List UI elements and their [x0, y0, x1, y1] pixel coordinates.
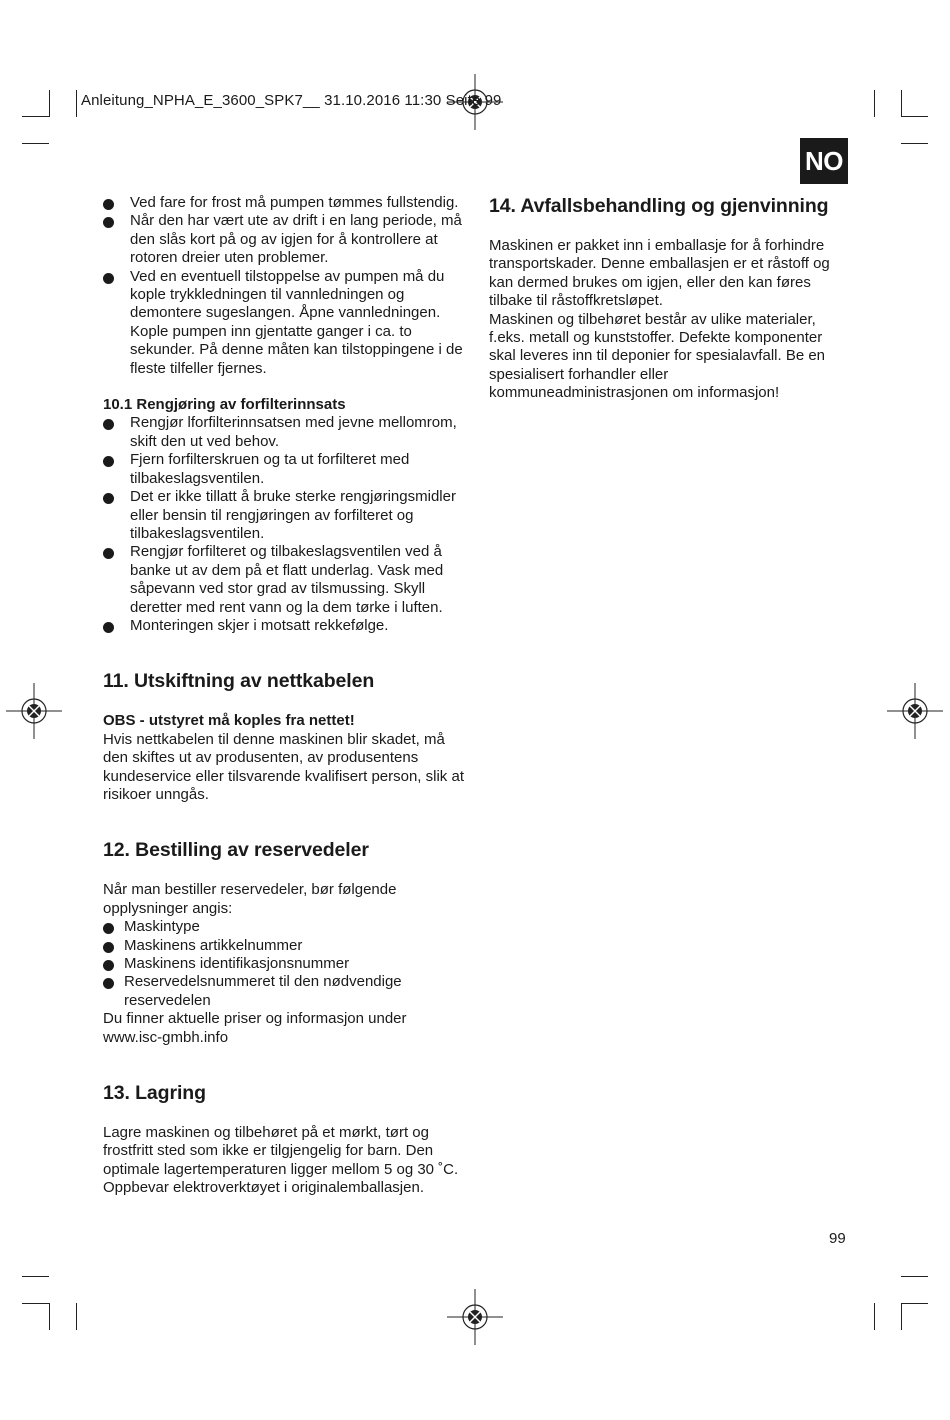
list-item: Fjern forfilterskruen og ta ut forfilteret med tilbakeslagsventilen. — [103, 451, 465, 488]
section-11-title: 11. Utskiftning av nettkabelen — [103, 670, 375, 693]
registration-mark-icon — [887, 683, 943, 739]
list-item: Maskinens artikkelnummer — [103, 937, 465, 955]
list-item: Ved en eventuell tilstoppelse av pumpen må du kople trykkledningen til vannledningen og demontere sugeslangen. Åpne vannledningen. Kople pumpen inn gjentatte ganger i ca. to sekunder. På denne måten kan tilstoppingene i de fleste tilfeller fjernes. — [103, 268, 465, 378]
crop-mark — [76, 90, 77, 117]
crop-mark — [874, 1303, 875, 1330]
crop-mark — [22, 1276, 49, 1277]
right-column — [489, 194, 845, 403]
section-13-body: Lagre maskinen og tilbehøret på et mørkt, tørt og frostfritt sted som ikke er tilgjengelig for barn. Den optimale lagertemperaturen ligger mellom 5 og 30 ˚C. Oppbevar elektroverktøyet i originalemballasjen. — [103, 1124, 459, 1197]
crop-mark — [49, 90, 50, 117]
crop-mark — [22, 1303, 49, 1304]
left-column — [103, 194, 465, 1198]
crop-mark — [901, 1276, 928, 1277]
list-item: Monteringen skjer i motsatt rekkefølge. — [103, 617, 465, 635]
registration-mark-icon — [6, 683, 62, 739]
list-item: Rengjør forfilteret og tilbakeslagsventilen ved å banke ut av dem på et flatt underlag. Vask med såpevann ved stor grad av tilsmussing. Skyll deretter med rent vann og la dem tørke i luften. — [103, 543, 465, 617]
page-number: 99 — [829, 1230, 846, 1247]
crop-mark — [76, 1303, 77, 1330]
crop-mark — [22, 116, 49, 117]
registration-mark-icon — [447, 1289, 503, 1345]
crop-mark — [49, 1303, 50, 1330]
list-item: Maskinens identifikasjonsnummer — [103, 955, 465, 973]
crop-mark — [22, 143, 49, 144]
section-14-paragraph-1: Maskinen er pakket inn i emballasje for å forhindre transportskader. Denne emballasjen er et råstoff og kan dermed brukes om igjen, eller den kan føres tilbake til råstoffkretsløpet. — [489, 237, 830, 310]
list-item: Ved fare for frost må pumpen tømmes fullstendig. — [103, 194, 465, 212]
section-12-outro: Du finner aktuelle priser og informasjon under www.isc-gmbh.info — [103, 1010, 407, 1046]
list-item: Maskintype — [103, 918, 465, 936]
crop-mark — [901, 116, 928, 117]
list-item: Reservedelsnummeret til den nødvendige reservedelen — [103, 973, 465, 1010]
section-12-title: 12. Bestilling av reservedeler — [103, 839, 369, 862]
list-item: Når den har vært ute av drift i en lang periode, må den slås kort på og av igjen for å kontrollere at rotoren dreier uten problemer. — [103, 212, 465, 267]
crop-mark — [901, 1303, 928, 1304]
section-11-warning: OBS - utstyret må koples fra nettet! — [103, 712, 355, 730]
section-11-body: Hvis nettkabelen til denne maskinen blir skadet, må den skiftes ut av produsenten, av produsentens kundeservice eller tilsvarende kvalifisert person, slik at risikoer unngås. — [103, 730, 464, 803]
section-14-paragraph-2: Maskinen og tilbehøret består av ulike materialer, f.eks. metall og kunststoffer. Defekte komponenter skal leveres inn til deponier for spesialavfall. Be en spesialisert forhandler eller kommuneadministrasjonen om informasjon! — [489, 310, 826, 402]
crop-mark — [901, 143, 928, 144]
intro-bullet-list — [103, 194, 465, 378]
section-10-1-title: 10.1 Rengjøring av forfilterinnsats — [103, 396, 346, 414]
section-13-title: 13. Lagring — [103, 1082, 206, 1105]
language-badge: NO — [800, 138, 848, 184]
section-14-title: 14. Avfallsbehandling og gjenvinning — [489, 195, 829, 217]
crop-mark — [901, 1303, 902, 1330]
section-10-1-bullet-list — [103, 414, 465, 635]
crop-mark — [874, 90, 875, 117]
section-12-intro: Når man bestiller reservedeler, bør følgende opplysninger angis: — [103, 881, 397, 917]
list-item: Det er ikke tillatt å bruke sterke rengjøringsmidler eller bensin til rengjøringen av forfilteret og tilbakeslagsventilen. — [103, 488, 465, 543]
print-header-line: Anleitung_NPHA_E_3600_SPK7__ 31.10.2016 11:30 Seite 99 — [81, 92, 502, 109]
crop-mark — [901, 90, 902, 117]
list-item: Rengjør lforfilterinnsatsen med jevne mellomrom, skift den ut ved behov. — [103, 414, 465, 451]
section-12-bullet-list — [103, 918, 465, 1010]
